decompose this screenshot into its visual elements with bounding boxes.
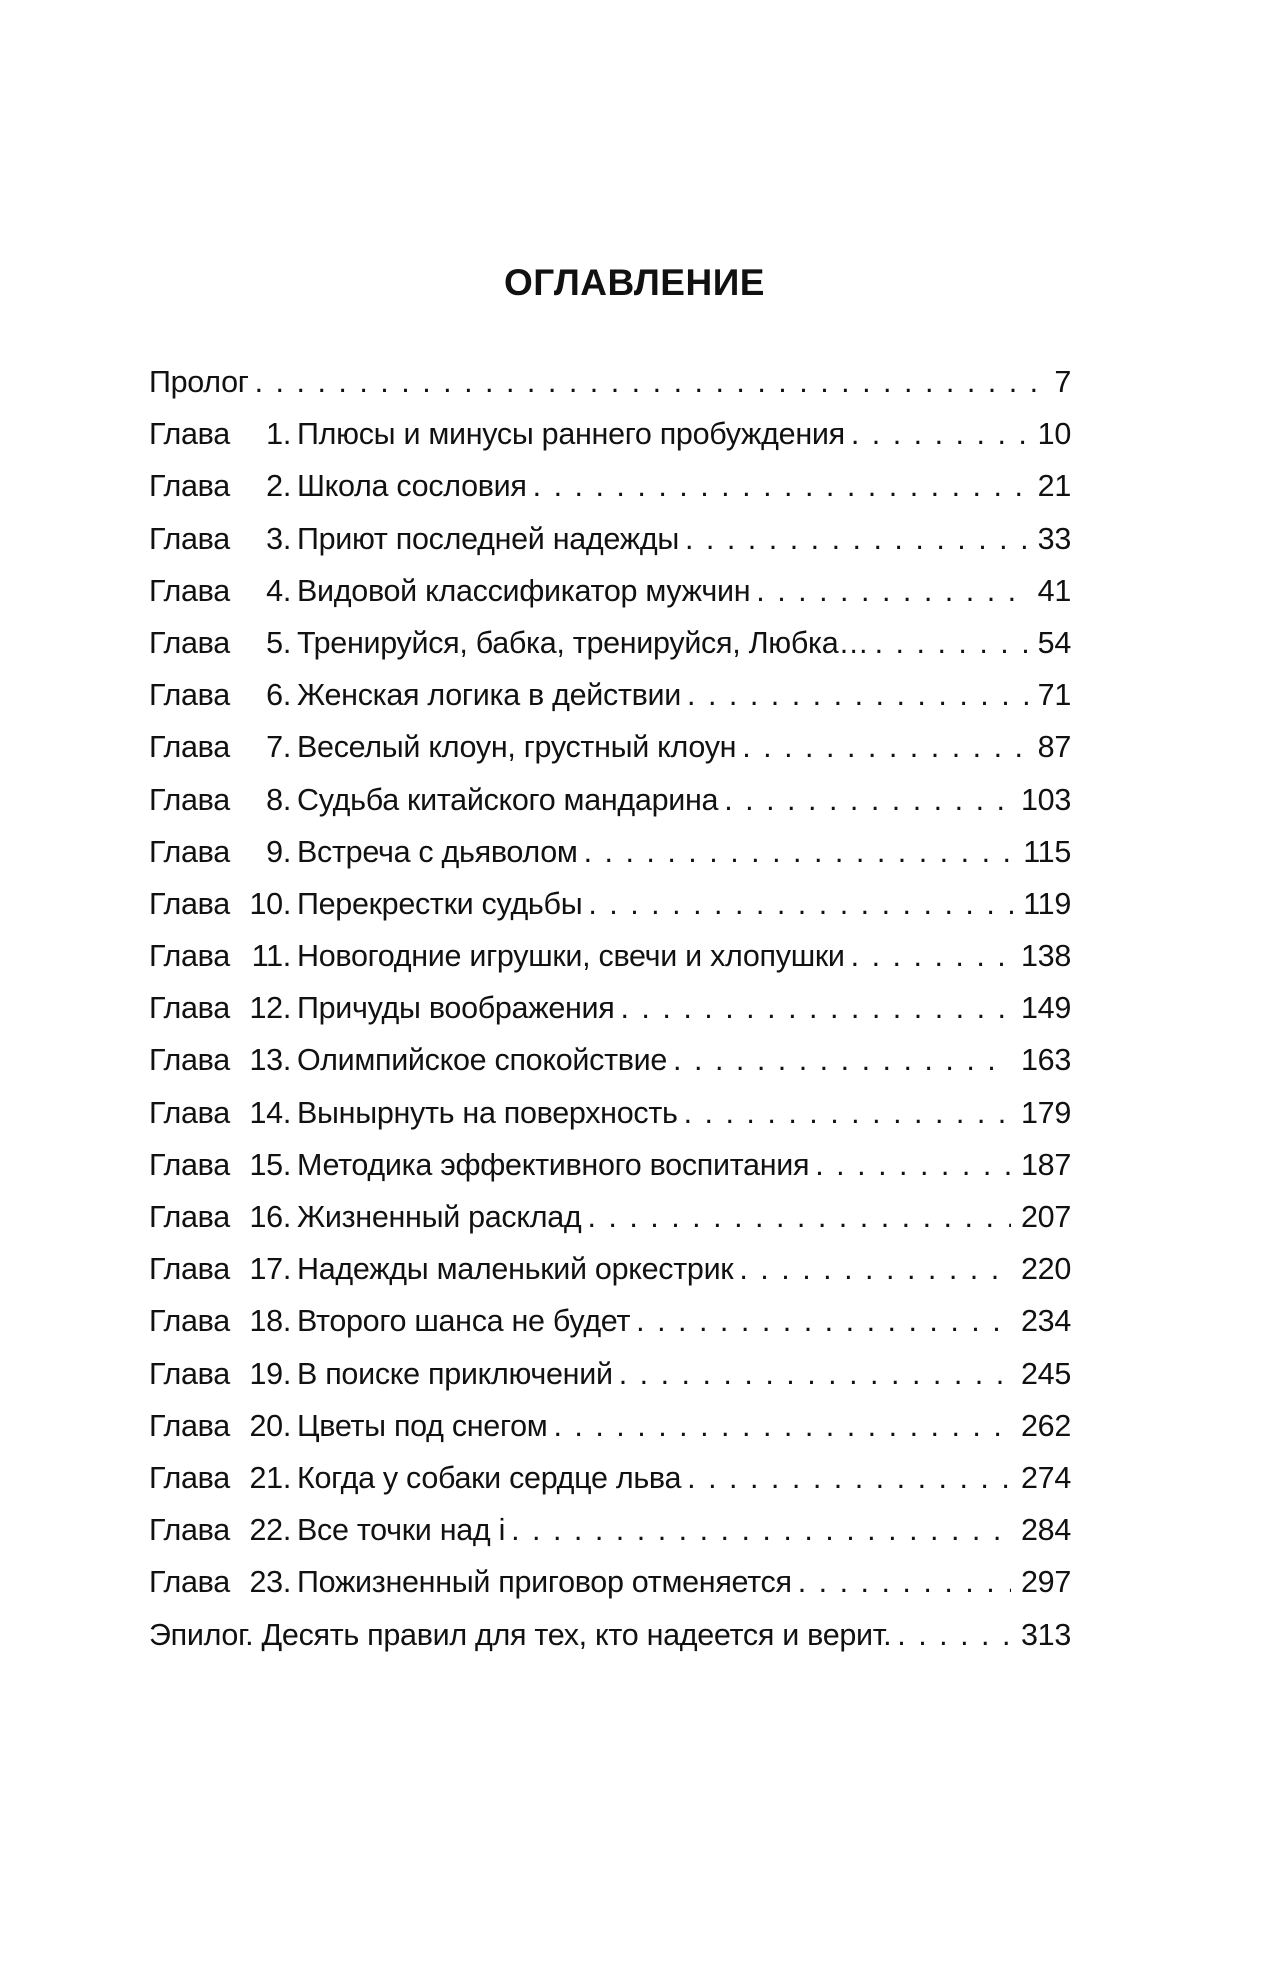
toc-entry-text: Веселый клоун, грустный клоун: [297, 730, 737, 765]
toc-entry-prefix: Глава: [149, 625, 230, 660]
toc-entry-prefix: Глава: [149, 939, 230, 974]
toc-entry-prefix: Глава: [149, 730, 230, 765]
toc-entry-number: 8.: [266, 782, 291, 817]
toc-entry-label: [149, 513, 679, 565]
toc-entry-number: 3.: [266, 521, 291, 556]
toc-entry-page: 138: [1021, 939, 1071, 974]
toc-entry-label: [149, 1400, 547, 1452]
toc-entry: [149, 774, 1071, 826]
toc-entry-number: 22.: [249, 1513, 291, 1548]
toc-entry-prefix: Глава: [149, 1147, 230, 1182]
toc-entry-text: Судьба китайского мандарина: [297, 782, 719, 817]
toc-entry: [149, 1556, 1071, 1608]
toc-entry: [149, 460, 1071, 512]
toc-entry-label: [149, 774, 718, 826]
toc-entry-page: 149: [1021, 991, 1071, 1026]
toc-entry-prefix: Глава: [149, 886, 230, 921]
toc-entry-page: 313: [1021, 1617, 1071, 1652]
toc-entry-label: [149, 617, 869, 669]
toc-entry-prefix: Глава: [149, 678, 230, 713]
toc-entry-page: 41: [1037, 573, 1071, 608]
toc-entry-text: Приют последней надежды: [297, 521, 679, 556]
dot-leader: [739, 1243, 1011, 1295]
toc-entry: [149, 356, 1071, 408]
toc-entry-label: [149, 1139, 809, 1191]
toc-entry-number: 16.: [249, 1200, 291, 1234]
toc-entry-label: [149, 669, 681, 721]
toc-entry-label: [149, 408, 845, 460]
toc-entry-page: 220: [1021, 1252, 1071, 1287]
toc-entry-number: 19.: [249, 1356, 291, 1391]
toc-entry-label: [149, 982, 614, 1034]
toc-entry-page: 7: [1054, 365, 1071, 399]
dot-leader: [619, 1348, 1011, 1400]
dot-leader: [756, 565, 1027, 617]
toc-entry-page: 33: [1037, 521, 1071, 556]
toc-entry-page: 54: [1037, 625, 1071, 660]
toc-entry-label: [149, 1191, 581, 1243]
toc-entry-prefix: Глава: [149, 521, 230, 556]
toc-entry-prefix: Глава: [149, 834, 230, 869]
toc-entry: [149, 1400, 1071, 1452]
toc-entry: [149, 1191, 1071, 1243]
dot-leader: [685, 513, 1028, 565]
toc-entry: [149, 1348, 1071, 1400]
toc-entry-text: Второго шанса не будет: [297, 1304, 631, 1339]
toc-entry-label: [149, 1348, 613, 1400]
toc-entry-prefix: Глава: [149, 1356, 230, 1391]
toc-entry-label: [149, 878, 582, 930]
toc-entry-number: 7.: [266, 730, 291, 765]
toc-entry-label: [149, 356, 249, 408]
toc-entry-page: 87: [1037, 730, 1071, 765]
toc-entry-page: 71: [1037, 678, 1071, 713]
dot-leader: [584, 826, 1014, 878]
dot-leader: [851, 930, 1011, 982]
toc-entry-page: 245: [1021, 1356, 1071, 1391]
dot-leader: [673, 1034, 1011, 1086]
toc-entry-text: Десять правил для тех, кто надеется и верит.: [261, 1617, 892, 1652]
toc-entry: [149, 565, 1071, 617]
toc-entry-page: 163: [1021, 1043, 1071, 1078]
toc-entry-number: 12.: [249, 991, 291, 1026]
toc-entry-label: [149, 1087, 678, 1139]
toc-entry-number: 4.: [266, 573, 291, 608]
toc-entry-label: [149, 721, 736, 773]
toc-entry-page: 119: [1023, 886, 1071, 921]
toc-entry-number: 2.: [266, 469, 291, 504]
toc-entry: [149, 1087, 1071, 1139]
toc-entry: [149, 408, 1071, 460]
toc-entry-label: [149, 1034, 667, 1086]
toc-entry: [149, 1295, 1071, 1347]
toc-entry: [149, 1243, 1071, 1295]
toc-entry: [149, 1034, 1071, 1086]
toc-entry: [149, 669, 1071, 721]
dot-leader: [815, 1139, 1011, 1191]
toc-entry-number: 14.: [249, 1095, 291, 1130]
toc-entry-prefix: Пролог: [149, 365, 249, 399]
toc-entry-prefix: Глава: [149, 1565, 230, 1600]
toc-entry-page: 103: [1021, 782, 1071, 817]
dot-leader: [588, 878, 1013, 930]
toc-entry-page: 179: [1021, 1095, 1071, 1130]
toc-entry: [149, 878, 1071, 930]
toc-entry-label: [149, 930, 845, 982]
dot-leader: [620, 982, 1011, 1034]
dot-leader: [255, 356, 1045, 408]
toc-entry: [149, 617, 1071, 669]
toc-entry-text: Жизненный расклад: [297, 1200, 582, 1234]
toc-entry-prefix: Глава: [149, 991, 230, 1026]
toc-entry-text: Перекрестки судьбы: [297, 886, 583, 921]
toc-entry-text: Видовой классификатор мужчин: [297, 573, 751, 608]
toc-entry-label: [149, 1243, 733, 1295]
toc-entry-label: [149, 565, 750, 617]
toc-entry-prefix: Глава: [149, 573, 230, 608]
toc-entry-text: Все точки над і: [297, 1513, 506, 1548]
toc-entry: [149, 513, 1071, 565]
toc-entry: [149, 1504, 1071, 1556]
toc-entry-prefix: Глава: [149, 417, 230, 452]
toc-entry: [149, 930, 1071, 982]
toc-entry-number: 1.: [266, 417, 291, 452]
toc-entry-number: 17.: [249, 1252, 291, 1287]
toc-entry-label: [149, 460, 527, 512]
toc-entry-page: 297: [1021, 1565, 1071, 1600]
toc-entry-text: Пожизненный приговор отменяется: [297, 1565, 792, 1600]
toc-entry-text: Женская логика в действии: [297, 678, 681, 713]
toc-entry-text: Встреча с дьяволом: [297, 834, 578, 869]
toc-entry-prefix: Глава: [149, 1513, 230, 1548]
toc-entry-text: В поиске приключений: [297, 1356, 613, 1391]
toc-entry-number: 23.: [249, 1565, 291, 1600]
dot-leader: [851, 408, 1028, 460]
toc-entry-page: 21: [1037, 469, 1071, 504]
toc-entry-number: 6.: [266, 678, 291, 713]
toc-entry-label: [149, 1295, 630, 1347]
toc-entry-text: Олимпийское спокойствие: [297, 1043, 668, 1078]
toc-entry-text: Надежды маленький оркестрик: [297, 1252, 734, 1287]
toc-entry-text: Методика эффективного воспитания: [297, 1147, 810, 1182]
toc-entry-number: 10.: [249, 886, 291, 921]
toc-entry-text: Вынырнуть на поверхность: [297, 1095, 678, 1130]
dot-leader: [724, 774, 1011, 826]
toc-entry-number: 13.: [249, 1043, 291, 1078]
toc-entry-prefix: Глава: [149, 1095, 230, 1130]
toc-entry-text: Тренируйся, бабка, тренируйся, Любка…: [297, 625, 869, 660]
toc-entry-text: Новогодние игрушки, свечи и хлопушки: [297, 939, 845, 974]
toc-entry-text: Цветы под снегом: [297, 1408, 548, 1443]
toc-entry-page: 274: [1021, 1460, 1071, 1495]
dot-leader: [875, 617, 1028, 669]
toc-entry-number: 11.: [251, 939, 291, 974]
toc-entry-page: 284: [1021, 1513, 1071, 1548]
toc-entry: [149, 1452, 1071, 1504]
toc-entry-prefix: Глава: [149, 1043, 230, 1078]
toc-entry-prefix: Глава: [149, 469, 230, 504]
toc-entry-text: Причуды воображения: [297, 991, 615, 1026]
toc-entry: [149, 982, 1071, 1034]
toc-entry: [149, 826, 1071, 878]
toc-entry-prefix: Глава: [149, 1200, 230, 1234]
toc-entry-prefix: Глава: [149, 1252, 230, 1287]
toc-entry-label: [149, 1556, 792, 1608]
toc-entry: [149, 721, 1071, 773]
toc-entry-number: 20.: [249, 1408, 291, 1443]
toc-entry-page: 262: [1021, 1408, 1071, 1443]
toc-entry-text: Когда у собаки сердце льва: [297, 1460, 682, 1495]
toc-entry-page: 234: [1021, 1304, 1071, 1339]
toc-entry-text: Плюсы и минусы раннего пробуждения: [297, 417, 845, 452]
toc-entry-page: 115: [1023, 834, 1071, 869]
toc-entry-number: 5.: [266, 625, 291, 660]
table-of-contents: [149, 356, 1071, 1661]
toc-entry-prefix: Глава: [149, 1408, 230, 1443]
toc-entry-page: 187: [1021, 1147, 1071, 1182]
toc-entry-label: [149, 826, 578, 878]
dot-leader: [533, 460, 1028, 512]
toc-entry-number: 15.: [249, 1147, 291, 1182]
dot-leader: [897, 1609, 1011, 1661]
toc-entry-text: Школа сословия: [297, 469, 527, 504]
toc-entry-number: 18.: [249, 1304, 291, 1339]
toc-entry-number: 9.: [266, 834, 291, 869]
dot-leader: [687, 1452, 1011, 1504]
page-title: ОГЛАВЛЕНИЕ: [504, 262, 765, 303]
dot-leader: [553, 1400, 1011, 1452]
toc-entry-prefix: Глава: [149, 782, 230, 817]
toc-entry: [149, 1139, 1071, 1191]
toc-entry-page: 207: [1021, 1200, 1071, 1234]
toc-entry-label: [149, 1609, 891, 1661]
dot-leader: [742, 721, 1027, 773]
toc-entry-prefix: Глава: [149, 1460, 230, 1495]
toc-entry-prefix: Эпилог.: [149, 1617, 254, 1652]
dot-leader: [684, 1087, 1011, 1139]
dot-leader: [687, 669, 1028, 721]
dot-leader: [511, 1504, 1011, 1556]
toc-entry-prefix: Глава: [149, 1304, 230, 1339]
toc-entry-page: 10: [1037, 417, 1071, 452]
toc-entry: [149, 1609, 1071, 1661]
dot-leader: [636, 1295, 1011, 1347]
dot-leader: [587, 1191, 1011, 1243]
dot-leader: [798, 1556, 1011, 1608]
toc-entry-number: 21.: [249, 1460, 291, 1495]
toc-entry-label: [149, 1504, 505, 1556]
toc-entry-label: [149, 1452, 681, 1504]
